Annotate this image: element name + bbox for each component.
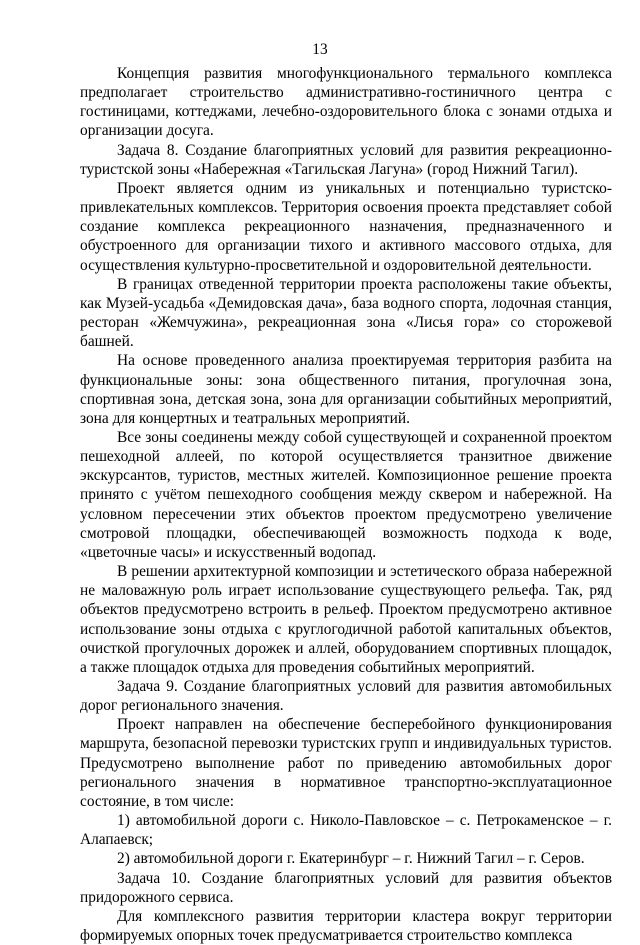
paragraph-task-10-heading: Задача 10. Создание благоприятных условий для развития объектов придорожного сервиса. [80, 869, 612, 906]
page-number: 13 [312, 41, 328, 58]
paragraph-road-works: Проект направлен на обеспечение бесперебойного функционирования маршрута, безопасной перевозки туристских групп и индивидуальных туристов. Предусмотрено выполнение работ по приведению автомобильных дорог регионального значения в нормативное транспортно-эксплуатационное состояние, в том числе: [80, 716, 612, 810]
text-body [80, 64, 612, 945]
paragraph-task-8-heading: Задача 8. Создание благоприятных условий для развития рекреационно-туристской зоны «Набережная «Тагильская Лагуна» (город Нижний Тагил). [80, 141, 612, 178]
list-item-road-2: 2) автомобильной дороги г. Екатеринбург – г. Нижний Тагил – г. Серов. [117, 850, 585, 868]
paragraph-relief-usage: В решении архитектурной композиции и эстетического образа набережной не маловажную роль играет использование существующего рельефа. Так, ряд объектов предусмотрено встроить в рельеф. Проектом предусмотрено активное использование зоны отдыха с круглогодичной работой капитальных объектов, очисткой прогулочных дорожек и аллей, оборудованием спортивных площадок, а также площадок отдыха для проведения событийных мероприятий. [80, 563, 612, 676]
paragraph-project-description: Проект является одним из уникальных и потенциально туристско-привлекательных комплексов. Территория освоения проекта представляет собой создание комплекса рекреационного назначения, предназначенного и обустроенного для организации тихого и активного массового отдыха, для осуществления культурно-просветительной и оздоровительной деятельности. [80, 179, 612, 274]
paragraph-thermal-complex: Концепция развития многофункционального термального комплекса предполагает строительство административно-гостиничного центра с гостиницами, коттеджами, лечебно-оздоровительного блока с зонами отдыха и организации досуга. [80, 65, 612, 140]
list-item-road-1: 1) автомобильной дороги с. Николо-Павловское – с. Петрокаменское – г. Алапаевск; [80, 812, 612, 849]
paragraph-pedestrian-alley: Все зоны соединены между собой существующей и сохраненной проектом пешеходной аллеей, по которой осуществляется транзитное движение экскурсантов, туристов, местных жителей. Композиционное решение проекта принято с учётом пешеходного сообщения между сквером и набережной. На условном пересечении этих объектов проектом предусмотрено увеличение смотровой площадки, обеспечивающей возможность подхода к воде, «цветочные часы» и искусственный водопад. [80, 428, 612, 561]
paragraph-functional-zones: На основе проведенного анализа проектируемая территория разбита на функциональные зоны: зона общественного питания, прогулочная зона, спортивная зона, детская зона, зона для организации событийных мероприятий, зона для концертных и театральных мероприятий. [80, 352, 612, 427]
paragraph-task-9-heading: Задача 9. Создание благоприятных условий для развития автомобильных дорог регионального значения. [80, 678, 612, 715]
paragraph-territory-objects: В границах отведенной территории проекта расположены такие объекты, как Музей-усадьба «Демидовская дача», база водного спорта, лодочная станция, ресторан «Жемчужина», рекреационная зона «Лисья гора» со сторожевой башней. [80, 275, 612, 351]
paragraph-cluster-development: Для комплексного развития территории кластера вокруг территории формируемых опорных точек предусматривается строительство комплекса [80, 907, 612, 945]
